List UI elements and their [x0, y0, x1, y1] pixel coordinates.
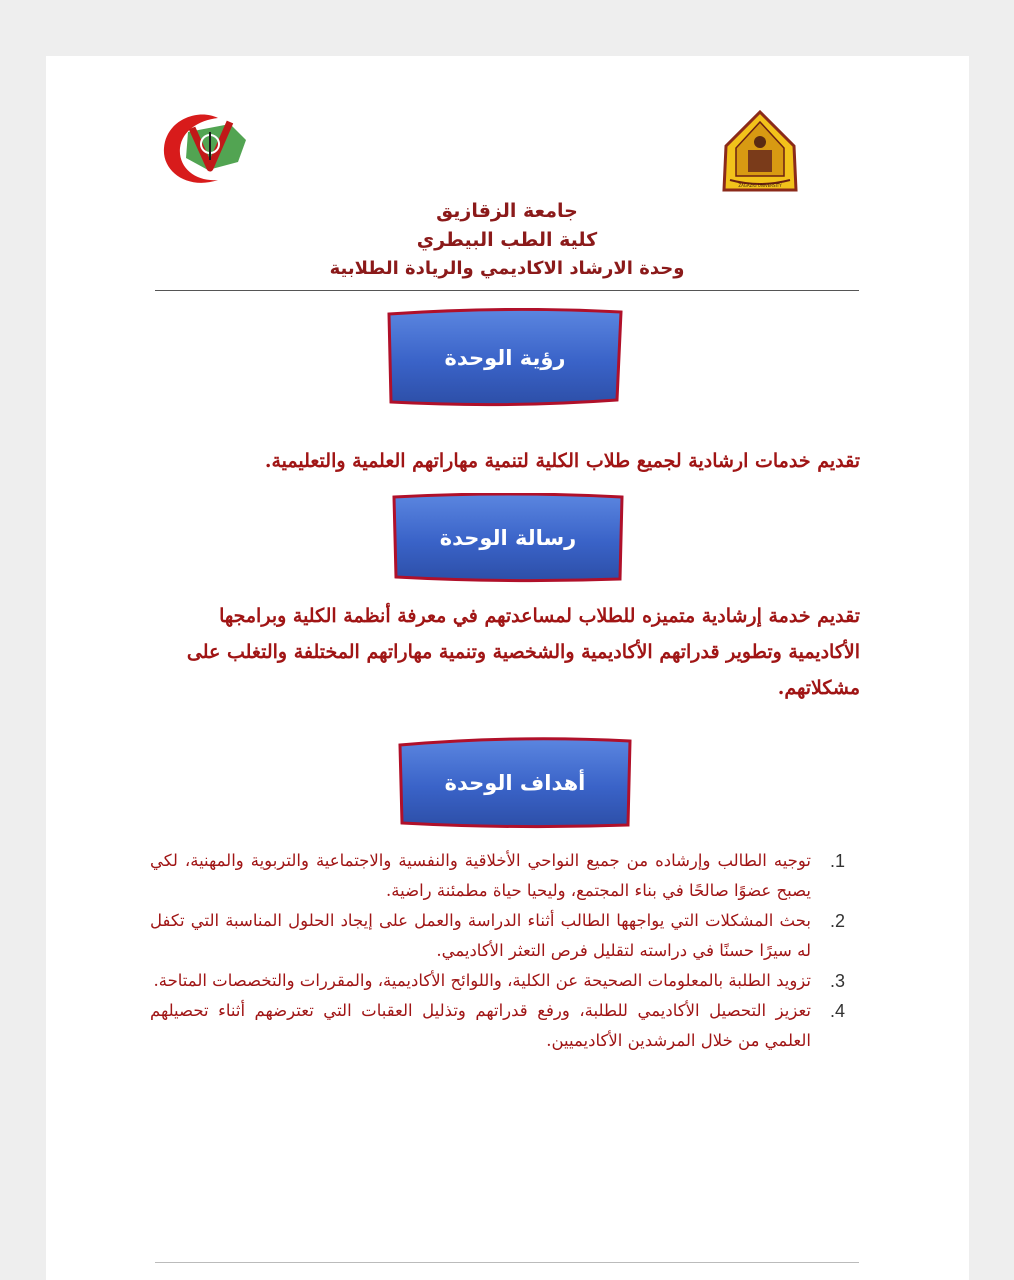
vision-text: تقديم خدمات ارشادية لجميع طلاب الكلية لتنمية مهاراتهم العلمية والتعليمية. — [264, 450, 860, 472]
goal-text: تزويد الطلبة بالمعلومات الصحيحة عن الكلية، واللوائح الأكاديمية، والمقررات والتخصصات المتاحة. — [153, 971, 811, 990]
university-logo-text: ZAGAZIG UNIVERSITY — [738, 183, 782, 188]
header-divider — [155, 290, 859, 291]
goals-list — [150, 846, 845, 1056]
goal-number: 2. — [829, 911, 845, 931]
goal-text: تعزيز التحصيل الأكاديمي للطلبة، ورفع قدراتهم وتذليل العقبات التي تعترضهم أثناء تحصيلهم العلمي من خلال المرشدين الأكاديميين. — [150, 1001, 811, 1050]
vision-banner — [385, 308, 625, 408]
unit-name: وحدة الارشاد الاكاديمي والريادة الطلابية — [329, 258, 685, 279]
faculty-logo-icon — [158, 110, 253, 188]
goal-number: 1. — [829, 851, 845, 871]
faculty-name: كلية الطب البيطري — [416, 229, 598, 251]
mission-banner — [390, 493, 626, 583]
university-logo-icon — [720, 110, 800, 196]
vision-title: رؤية الوحدة — [444, 346, 566, 370]
goal-item — [150, 966, 845, 996]
university-name: جامعة الزقازيق — [436, 200, 578, 222]
goal-text: توجيه الطالب وإرشاده من جميع النواحي الأخلاقية والنفسية والاجتماعية والتربوية والمهنية، لكي يصبح عضوًا صالحًا في بناء المجتمع، وليحيا حياة مطمئنة راضية. — [150, 851, 811, 900]
mission-title: رسالة الوحدة — [439, 526, 577, 550]
mission-text: تقديم خدمة إرشادية متميزه للطلاب لمساعدتهم في معرفة أنظمة الكلية وبرامجها الأكاديمية وتطوير قدراتهم الأكاديمية والشخصية وتنمية مهاراتهم المختلفة والتغلب على مشكلاتهم. — [186, 605, 860, 699]
goal-item — [150, 996, 845, 1056]
goal-number: 4. — [829, 1001, 845, 1021]
goal-number: 3. — [829, 971, 845, 991]
goals-title: أهداف الوحدة — [444, 771, 586, 795]
goal-text: بحث المشكلات التي يواجهها الطالب أثناء الدراسة والعمل على إيجاد الحلول المناسبة التي تكفل له سيرًا حسنًا في دراسته لتقليل فرص التعثر الأكاديمي. — [150, 911, 811, 960]
goal-item — [150, 846, 845, 906]
footer-divider — [155, 1262, 859, 1263]
goal-item — [150, 906, 845, 966]
goals-banner — [396, 737, 634, 829]
